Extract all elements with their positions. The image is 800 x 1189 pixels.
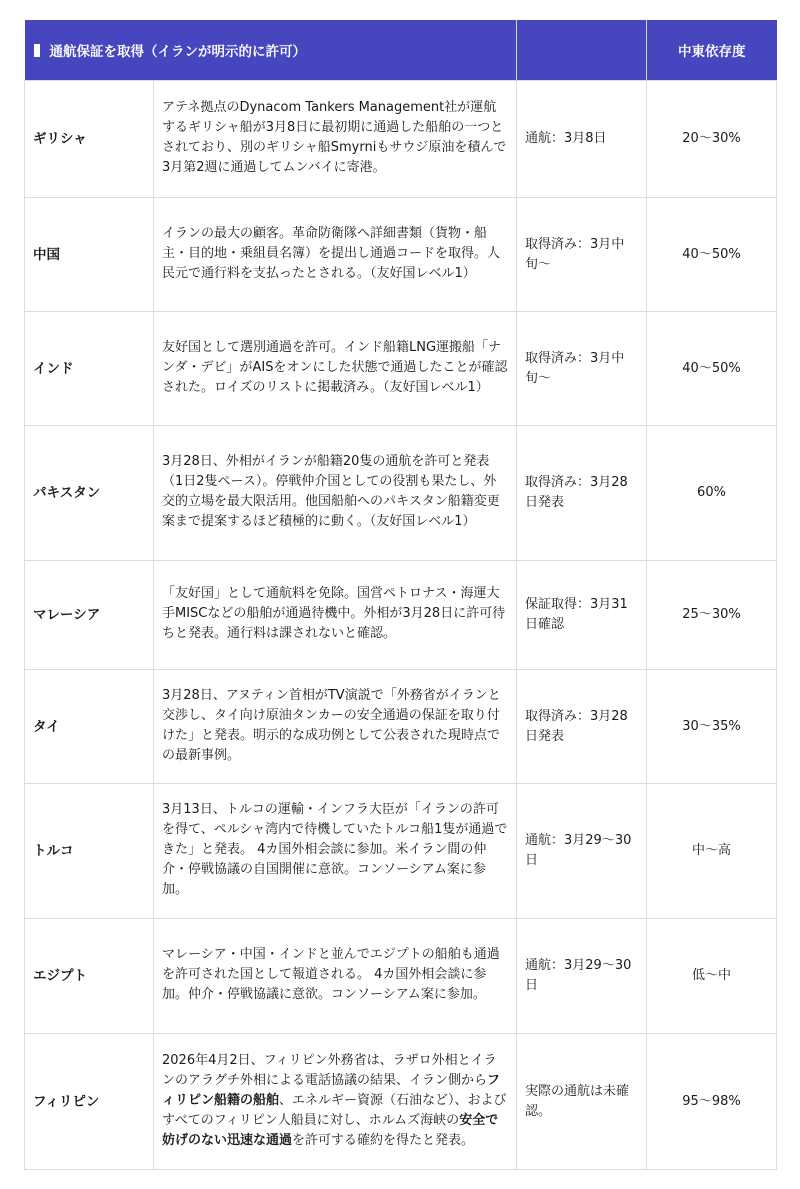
description-cell: 友好国として選別通過を許可。インド船籍LNG運搬船「ナンダ・デビ」がAISをオンにした状態で通過したことが確認された。ロイズのリストに掲載済み。（友好国レベル1） [154, 312, 517, 426]
table-row [25, 81, 777, 198]
table-row [25, 198, 777, 312]
table-title-cell [25, 20, 517, 81]
country-cell: ギリシャ [25, 81, 154, 198]
description-cell: マレーシア・中国・インドと並んでエジプトの船舶も通過を許可された国として報道される。 4カ国外相会談に参加。仲介・停戦協議に意欲。コンソーシアム案に参加。 [154, 919, 517, 1034]
description-cell: アテネ拠点のDynacom Tankers Management社が運航するギリシャ船が3月8日に最初期に通過した船舶の一つとされており、別のギリシャ船Smyrniもサウジ原油を積んで3月第2週に通過してムンバイに寄港。 [154, 81, 517, 198]
country-cell: パキスタン [25, 426, 154, 561]
desc-text: を許可する確約を得たと発表。 [292, 1132, 475, 1148]
table-title: 通航保証を取得（イランが明示的に許可） [49, 44, 306, 60]
status-cell: 取得済み：3月中旬〜 [517, 312, 647, 426]
header-dependency-column: 中東依存度 [647, 20, 777, 81]
table-row [25, 561, 777, 670]
country-cell: エジプト [25, 919, 154, 1034]
table-row [25, 1034, 777, 1170]
table-row [25, 784, 777, 919]
status-cell: 通航：3月29〜30日 [517, 919, 647, 1034]
dependency-cell: 25〜30% [647, 561, 777, 670]
dependency-cell: 40〜50% [647, 312, 777, 426]
table-row [25, 426, 777, 561]
description-cell: 3月28日、アヌティン首相がTV演説で「外務省がイランと交渉し、タイ向け原油タンカーの安全通過の保証を取り付けた」と発表。明示的な成功例として公表された現時点での最新事例。 [154, 670, 517, 784]
country-cell: フィリピン [25, 1034, 154, 1170]
description-cell: 「友好国」として通航料を免除。国営ペトロナス・海運大手MISCなどの船舶が通過待機中。外相が3月28日に許可待ちと発表。通行料は課されないと確認。 [154, 561, 517, 670]
desc-text: 2026年4月2日、フィリピン外務省は、ラザロ外相とイランのアラグチ外相による電話協議の結果、イラン側から [162, 1052, 497, 1088]
country-cell: トルコ [25, 784, 154, 919]
country-cell: インド [25, 312, 154, 426]
status-cell: 保証取得：3月31日確認 [517, 561, 647, 670]
table-row [25, 312, 777, 426]
description-cell [154, 1034, 517, 1170]
dependency-cell: 60% [647, 426, 777, 561]
table-header-row [25, 20, 777, 81]
dependency-cell: 20〜30% [647, 81, 777, 198]
country-cell: マレーシア [25, 561, 154, 670]
desc-emphasis: 安全で妨げのない迅速な通過 [162, 1112, 499, 1148]
country-cell: タイ [25, 670, 154, 784]
permission-table-container [24, 20, 776, 1170]
table-row [25, 919, 777, 1034]
transit-permission-table [24, 20, 777, 1170]
desc-emphasis: フィリピン船籍の船舶 [162, 1072, 501, 1108]
table-row [25, 670, 777, 784]
bar-marker-icon [34, 44, 40, 57]
status-cell: 取得済み：3月中旬〜 [517, 198, 647, 312]
dependency-cell: 低〜中 [647, 919, 777, 1034]
dependency-cell: 30〜35% [647, 670, 777, 784]
description-cell: 3月28日、外相がイランが船籍20隻の通航を許可と発表（1日2隻ペース）。停戦仲介国としての役割も果たし、外交的立場を最大限活用。他国船舶へのパキスタン船籍変更案まで提案するほど積極的に動く。（友好国レベル1） [154, 426, 517, 561]
dependency-cell: 40〜50% [647, 198, 777, 312]
description-cell: 3月13日、トルコの運輸・インフラ大臣が「イランの許可を得て、ペルシャ湾内で待機していたトルコ船1隻が通過できた」と発表。 4カ国外相会談に参加。米イラン間の仲介・停戦協議の自国開催に意欲。コンソーシアム案に参加。 [154, 784, 517, 919]
dependency-cell: 95〜98% [647, 1034, 777, 1170]
status-cell: 実際の通航は未確認。 [517, 1034, 647, 1170]
status-cell: 取得済み：3月28日発表 [517, 426, 647, 561]
description-cell: イランの最大の顧客。革命防衛隊へ詳細書類（貨物・船主・目的地・乗組員名簿）を提出し通過コードを取得。人民元で通行料を支払ったとされる。（友好国レベル1） [154, 198, 517, 312]
status-cell: 通航：3月8日 [517, 81, 647, 198]
header-status-column [517, 20, 647, 81]
status-cell: 通航：3月29〜30日 [517, 784, 647, 919]
dependency-cell: 中〜高 [647, 784, 777, 919]
status-cell: 取得済み：3月28日発表 [517, 670, 647, 784]
country-cell: 中国 [25, 198, 154, 312]
desc-text: 、エネルギー資源（石油など）、およびすべてのフィリピン人船員に対し、ホルムズ海峡の [162, 1092, 507, 1128]
